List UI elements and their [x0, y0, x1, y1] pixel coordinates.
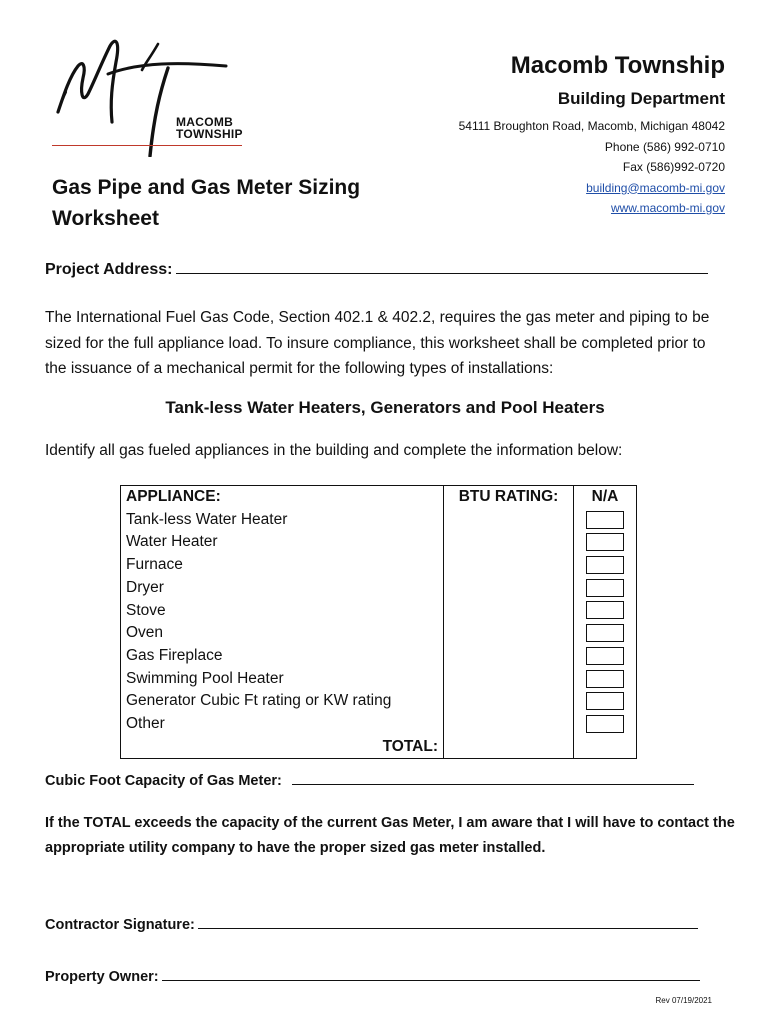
na-checkbox[interactable] — [586, 670, 624, 688]
btu-rating-cell[interactable] — [444, 531, 574, 554]
table-row — [121, 554, 637, 577]
org-address: 54111 Broughton Road, Macomb, Michigan 48042 — [458, 119, 725, 133]
appliance-name: Stove — [121, 600, 444, 623]
table-row — [121, 668, 637, 691]
table-row — [121, 713, 637, 736]
org-phone: Phone (586) 992-0710 — [604, 139, 725, 154]
appliance-name: Other — [121, 713, 444, 736]
appliance-name: Furnace — [121, 554, 444, 577]
appliance-name: Swimming Pool Heater — [121, 668, 444, 691]
title-line-2: Worksheet — [52, 207, 159, 230]
na-checkbox[interactable] — [586, 556, 624, 574]
logo-wordmark — [176, 116, 243, 140]
document-title — [52, 172, 382, 234]
identify-instruction: Identify all gas fueled appliances in the building and complete the information below: — [45, 442, 623, 459]
org-department: Building Department — [557, 89, 725, 108]
meter-capacity-label: Cubic Foot Capacity of Gas Meter: — [45, 773, 282, 789]
revision-date: Rev 07/19/2021 — [655, 996, 712, 1005]
na-checkbox[interactable] — [586, 647, 624, 665]
township-logo — [50, 32, 250, 157]
org-fax: Fax (586)992-0720 — [622, 160, 725, 174]
na-checkbox[interactable] — [586, 601, 624, 619]
meter-capacity-row — [45, 770, 694, 789]
contractor-signature-row — [45, 914, 698, 933]
na-checkbox[interactable] — [586, 715, 624, 733]
btu-rating-cell[interactable] — [444, 668, 574, 691]
table-row — [121, 645, 637, 668]
table-row — [121, 509, 637, 532]
property-owner-label: Property Owner: — [45, 969, 159, 985]
na-checkbox[interactable] — [586, 579, 624, 597]
installation-types-heading: Tank-less Water Heaters, Generators and Pool Heaters — [165, 398, 605, 417]
total-label: TOTAL: — [121, 736, 444, 759]
logo-underline — [52, 145, 242, 146]
appliance-name: Dryer — [121, 577, 444, 600]
property-owner-field[interactable] — [162, 966, 700, 981]
btu-rating-cell[interactable] — [444, 690, 574, 713]
na-checkbox[interactable] — [586, 692, 624, 710]
appliance-name: Tank-less Water Heater — [121, 509, 444, 532]
btu-header: BTU RATING: — [444, 486, 574, 509]
project-address-label: Project Address: — [45, 261, 173, 278]
table-row — [121, 690, 637, 713]
contractor-signature-field[interactable] — [198, 914, 698, 929]
contractor-signature-label: Contractor Signature: — [45, 917, 195, 933]
utility-notice: If the TOTAL exceeds the capacity of the current Gas Meter, I am aware that I will have to contact the appropriate utility company to have the proper sized gas meter installed. — [45, 815, 735, 856]
total-row — [121, 736, 637, 759]
appliance-header: APPLIANCE: — [121, 486, 444, 509]
organization-header — [459, 50, 725, 219]
project-address-field[interactable] — [176, 258, 708, 274]
appliance-name: Oven — [121, 622, 444, 645]
intro-paragraph: The International Fuel Gas Code, Section 402.1 & 402.2, requires the gas meter and piping to be sized for the full appliance load. To insure compliance, this worksheet shall be completed prior to the issuance of a mechanical permit for the following types of installations: — [45, 309, 710, 377]
logo-line-1: MACOMB — [176, 115, 234, 129]
table-row — [121, 600, 637, 623]
na-header: N/A — [574, 486, 637, 509]
org-website-link[interactable]: www.macomb-mi.gov — [610, 201, 725, 215]
table-header-row — [121, 486, 637, 509]
btu-rating-cell[interactable] — [444, 622, 574, 645]
total-btu-cell[interactable] — [444, 736, 574, 759]
na-checkbox[interactable] — [586, 624, 624, 642]
btu-rating-cell[interactable] — [444, 554, 574, 577]
logo-line-2: TOWNSHIP — [176, 127, 243, 141]
appliance-name: Water Heater — [121, 531, 444, 554]
project-address-row — [45, 258, 708, 279]
property-owner-row — [45, 966, 700, 985]
btu-rating-cell[interactable] — [444, 577, 574, 600]
na-checkbox[interactable] — [586, 533, 624, 551]
appliance-name: Gas Fireplace — [121, 645, 444, 668]
btu-rating-cell[interactable] — [444, 713, 574, 736]
btu-rating-cell[interactable] — [444, 600, 574, 623]
table-row — [121, 531, 637, 554]
na-checkbox[interactable] — [586, 511, 624, 529]
table-row — [121, 577, 637, 600]
title-line-1: Gas Pipe and Gas Meter Sizing — [52, 176, 361, 199]
table-row — [121, 622, 637, 645]
btu-rating-cell[interactable] — [444, 645, 574, 668]
meter-capacity-field[interactable] — [292, 770, 694, 785]
org-name: Macomb Township — [510, 52, 725, 79]
appliance-table — [120, 485, 637, 759]
org-email-link[interactable]: building@macomb-mi.gov — [586, 180, 725, 195]
appliance-name: Generator Cubic Ft rating or KW rating — [121, 690, 444, 713]
btu-rating-cell[interactable] — [444, 509, 574, 532]
